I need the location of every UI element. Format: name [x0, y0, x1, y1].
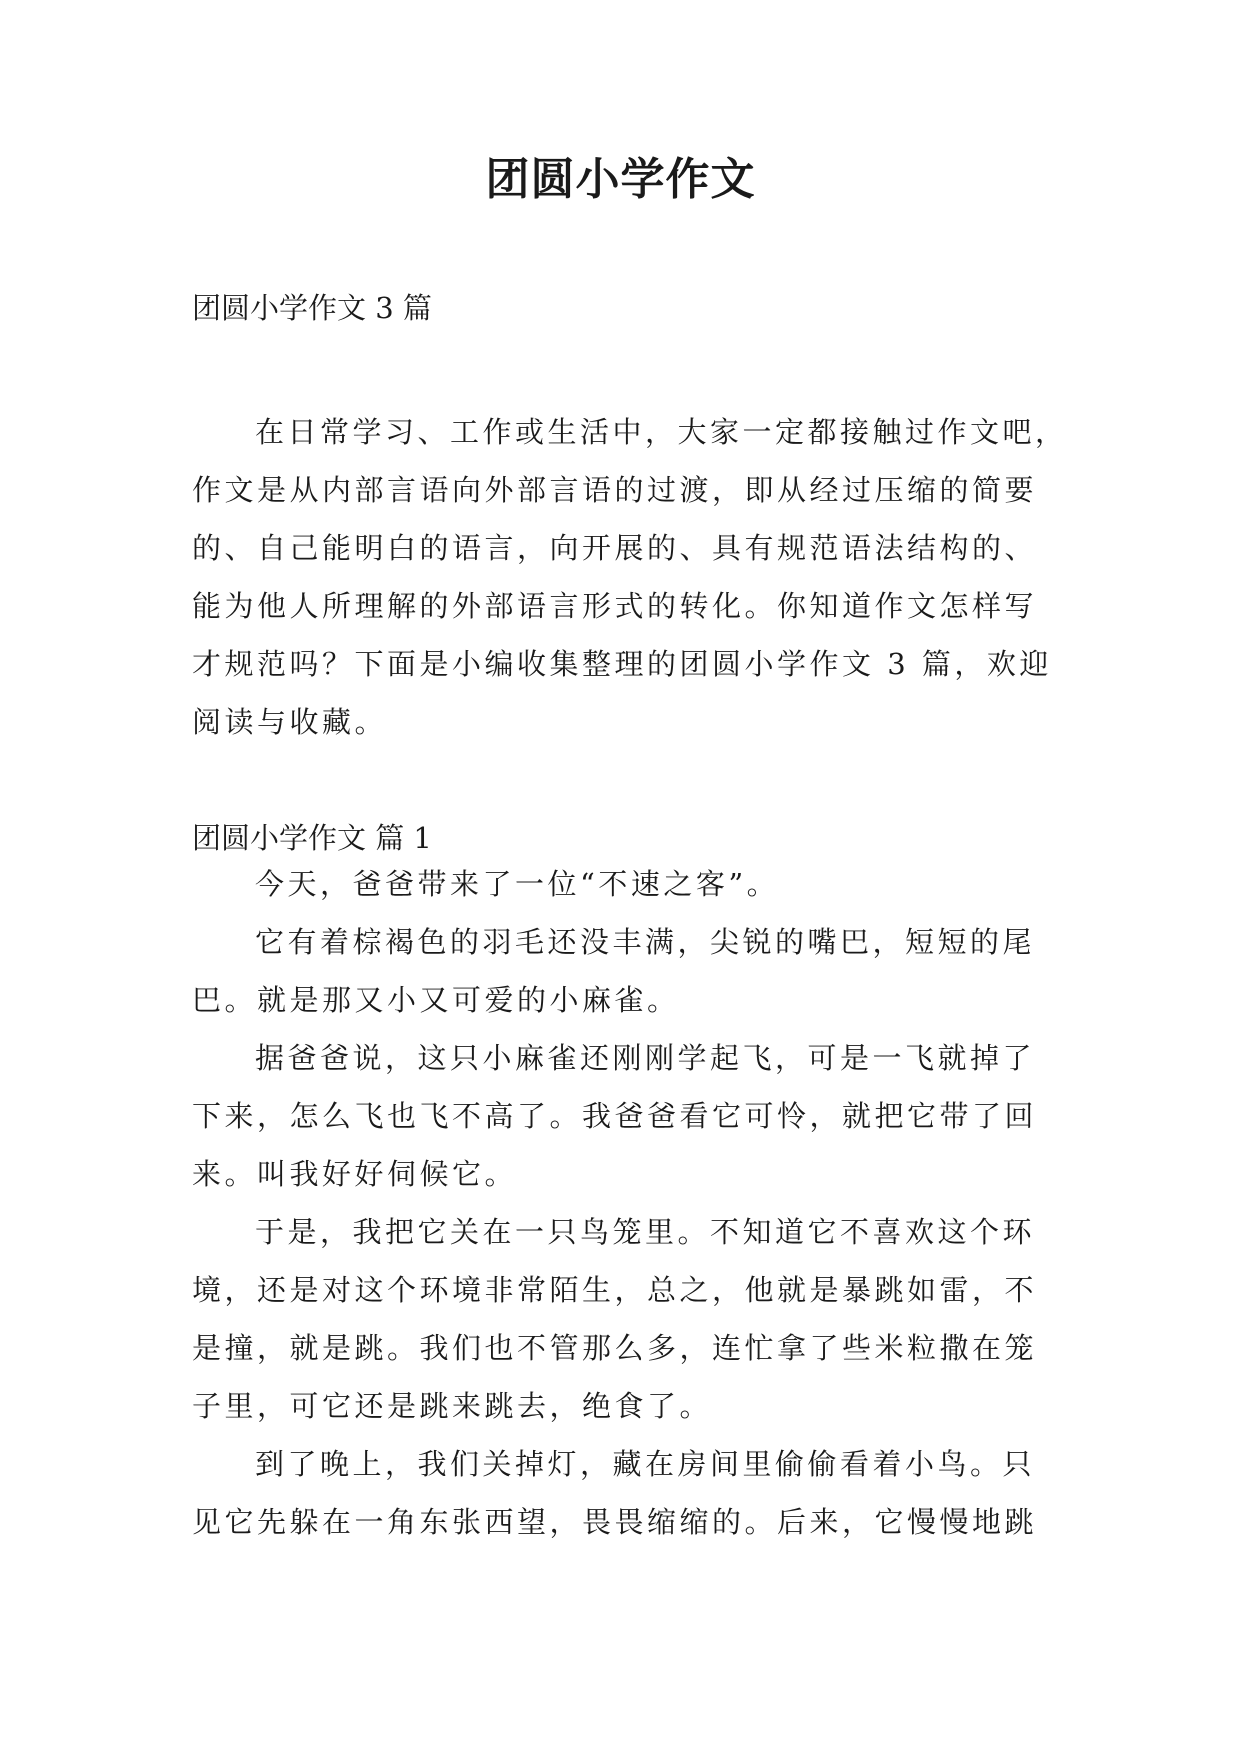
body-line: 今天，爸爸带来了一位“不速之客”。: [255, 867, 780, 901]
intro-line: 才规范吗？下面是小编收集整理的团圆小学作文 3 篇，欢迎: [192, 647, 1052, 681]
document-title: 团圆小学作文: [485, 154, 756, 205]
intro-line: 作文是从内部言语向外部言语的过渡，即从经过压缩的简要: [192, 473, 1038, 507]
essay-body: [192, 855, 1052, 1551]
body-line: 于是，我把它关在一只鸟笼里。不知道它不喜欢这个环: [255, 1215, 1036, 1249]
body-line: 是撞，就是跳。我们也不管那么多，连忙拿了些米粒撒在笼: [192, 1331, 1038, 1365]
body-line: 境，还是对这个环境非常陌生，总之，他就是暴跳如雷，不: [192, 1273, 1038, 1307]
body-line: 来。叫我好好伺候它。: [192, 1157, 518, 1191]
intro-paragraph: [192, 403, 1068, 751]
intro-line: 能为他人所理解的外部语言形式的转化。你知道作文怎样写: [192, 589, 1038, 623]
body-line: 见它先躲在一角东张西望，畏畏缩缩的。后来，它慢慢地跳: [192, 1505, 1038, 1539]
body-line: 子里，可它还是跳来跳去，绝食了。: [192, 1389, 713, 1423]
intro-line: 在日常学习、工作或生活中，大家一定都接触过作文吧，: [255, 415, 1068, 449]
body-line: 到了晚上，我们关掉灯，藏在房间里偷偷看着小鸟。只: [255, 1447, 1036, 1481]
section-heading: 团圆小学作文 篇 1: [192, 821, 432, 855]
body-line: 下来，怎么飞也飞不高了。我爸爸看它可怜，就把它带了回: [192, 1099, 1038, 1133]
body-line: 巴。就是那又小又可爱的小麻雀。: [192, 983, 680, 1017]
document-subtitle: 团圆小学作文 3 篇: [192, 291, 432, 325]
body-line: 它有着棕褐色的羽毛还没丰满，尖锐的嘴巴，短短的尾: [255, 925, 1036, 959]
body-line: 据爸爸说，这只小麻雀还刚刚学起飞，可是一飞就掉了: [255, 1041, 1036, 1075]
intro-line: 阅读与收藏。: [192, 705, 388, 739]
intro-line: 的、自己能明白的语言，向开展的、具有规范语法结构的、: [192, 531, 1038, 565]
